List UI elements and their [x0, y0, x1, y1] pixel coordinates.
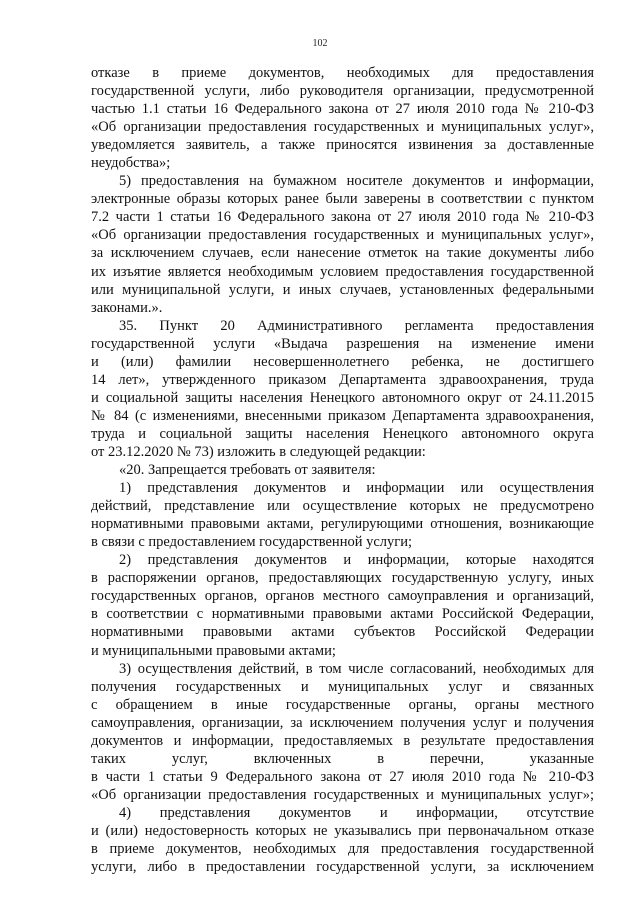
text-line: № 84 (с изменениями, внесенными приказом Департамента здравоохранения, — [91, 407, 594, 424]
text-line: в приеме документов, необходимых для предоставления государственной — [91, 841, 594, 858]
text-line: государственной услуги «Выдача разрешения на изменение имени — [91, 335, 594, 352]
text-line: «Об организации предоставления государственных и муниципальных услуг»; — [91, 786, 594, 803]
text-line: труда и социальной защиты населения Ненецкого автономного округа — [91, 425, 594, 442]
document-body — [91, 64, 594, 876]
text-line: 1) представления документов и информации или осуществления — [119, 480, 594, 497]
text-line: таких услуг, включенных в перечни, указанные — [91, 750, 594, 767]
text-line: «20. Запрещается требовать от заявителя: — [119, 462, 376, 479]
text-line: в соответствии с нормативными правовыми актами Российской Федерации, — [91, 606, 594, 623]
text-line: электронные образы которых ранее были заверены в соответствии с пунктом — [91, 191, 594, 208]
text-line: в связи с предоставлением государственной услуги; — [91, 534, 412, 551]
text-line: 3) осуществления действий, в том числе согласований, необходимых для — [119, 660, 594, 677]
text-line: нормативными правовыми актами субъектов Российской Федерации — [91, 624, 594, 641]
text-line: действий, представление или осуществление которых не предусмотрено — [91, 498, 594, 515]
text-line: и муниципальными правовыми актами; — [91, 642, 336, 659]
text-line: «Об организации предоставления государственных и муниципальных услуг», — [91, 227, 594, 244]
text-line: услуги, либо в предоставлении государственной услуги, за исключением — [91, 859, 594, 876]
text-line: или муниципальной услуги, и иных случаев, установленных федеральными — [91, 281, 594, 298]
text-line: и (или) недостоверность которых не указывались при первоначальном отказе — [91, 822, 594, 839]
text-line: государственных органов, органов местного самоуправления и организаций, — [91, 588, 594, 605]
text-line: и (или) фамилии несовершеннолетнего ребенка, не достигшего — [91, 353, 594, 370]
text-line: получения государственных и муниципальных услуг и связанных — [91, 678, 594, 695]
text-line: отказе в приеме документов, необходимых для предоставления — [91, 65, 594, 81]
text-line: неудобства»; — [91, 155, 171, 172]
text-line: государственной услуги, либо руководителя организации, предусмотренной — [91, 83, 594, 100]
text-line: частью 1.1 статьи 16 Федерального закона от 27 июля 2010 года № 210-ФЗ — [91, 101, 594, 118]
text-line: нормативными правовыми актами, регулирующими отношения, возникающие — [91, 516, 594, 533]
text-line: 14 лет», утвержденного приказом Департамента здравоохранения, труда — [91, 371, 594, 388]
text-line: самоуправления, организации, за исключением получения услуг и получения — [91, 714, 594, 731]
text-line: документов и информации, предоставляемых в результате предоставления — [91, 732, 594, 749]
text-line: в распоряжении органов, предоставляющих государственную услугу, иных — [91, 570, 594, 587]
text-line: от 23.12.2020 № 73) изложить в следующей редакции: — [91, 443, 426, 460]
page-number: 102 — [312, 38, 328, 49]
text-line: за исключением случаев, если нанесение отметок на такие документы либо — [91, 245, 594, 262]
text-line: 5) предоставления на бумажном носителе документов и информации, — [119, 173, 594, 190]
text-line: 35. Пункт 20 Административного регламента предоставления — [119, 317, 594, 334]
text-line: законами.». — [91, 299, 163, 316]
text-line: их изъятие является необходимым условием предоставления государственной — [91, 263, 594, 280]
text-line: 2) представления документов и информации, которые находятся — [119, 552, 594, 569]
text-line: в части 1 статьи 9 Федерального закона от 27 июля 2010 года № 210-ФЗ — [91, 768, 594, 785]
text-line: с обращением в иные государственные органы, органы местного — [91, 696, 594, 713]
text-line: уведомляется заявитель, а также приносятся извинения за доставленные — [91, 137, 594, 154]
text-line: и социальной защиты населения Ненецкого автономного округ от 24.11.2015 — [91, 389, 594, 406]
text-line: 7.2 части 1 статьи 16 Федерального закона от 27 июля 2010 года № 210-ФЗ — [91, 209, 594, 226]
text-line: «Об организации предоставления государственных и муниципальных услуг», — [91, 119, 594, 136]
text-line: 4) представления документов и информации, отсутствие — [119, 804, 594, 821]
